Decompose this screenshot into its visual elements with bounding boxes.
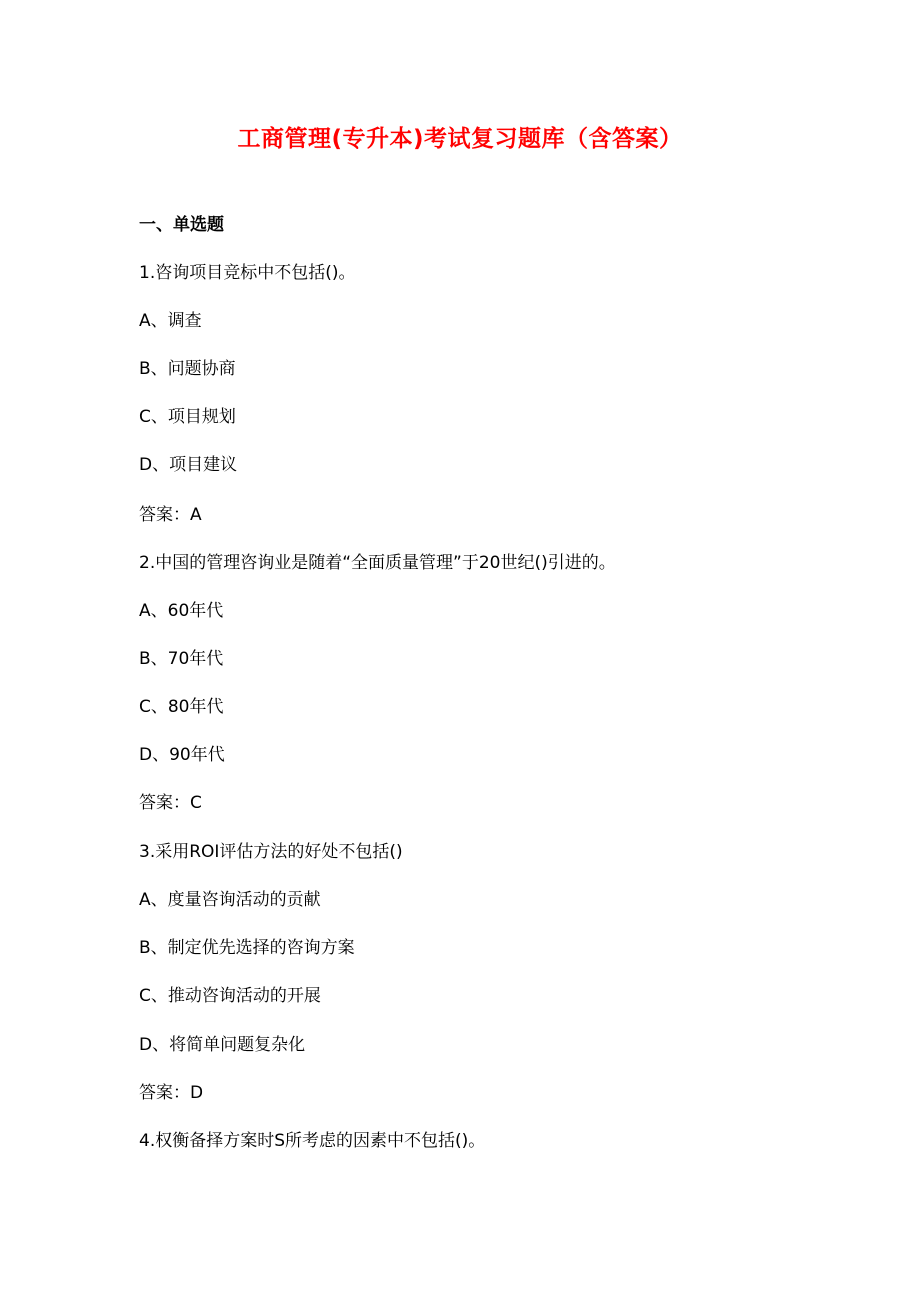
section-heading: 一、单选题 [139, 215, 224, 235]
question-3-stem: 3.采用ROI评估方法的好处不包括() [139, 842, 403, 862]
question-4-stem: 4.权衡备择方案时S所考虑的因素中不包括()。 [139, 1131, 486, 1151]
question-2-option-a: A、60年代 [139, 601, 224, 621]
question-3-option-a: A、度量咨询活动的贡献 [139, 890, 321, 910]
question-1-option-c: C、项目规划 [139, 407, 236, 427]
question-1-option-a: A、调查 [139, 311, 202, 331]
question-1-answer: 答案：A [139, 505, 202, 525]
document-title: 工商管理(专升本)考试复习题库（含答案） [237, 126, 683, 152]
question-2-option-c: C、80年代 [139, 697, 224, 717]
question-1-option-b: B、问题协商 [139, 359, 236, 379]
question-2-option-d: D、90年代 [139, 745, 225, 765]
question-3-option-c: C、推动咨询活动的开展 [139, 986, 321, 1006]
question-2-stem: 2.中国的管理咨询业是随着“全面质量管理”于20世纪()引进的。 [139, 553, 616, 573]
question-1-stem: 1.咨询项目竞标中不包括()。 [139, 263, 356, 283]
question-3-option-d: D、将简单问题复杂化 [139, 1035, 306, 1055]
question-3-option-b: B、制定优先选择的咨询方案 [139, 938, 355, 958]
question-2-answer: 答案：C [139, 793, 202, 813]
question-1-option-d: D、项目建议 [139, 455, 238, 475]
question-2-option-b: B、70年代 [139, 649, 224, 669]
question-3-answer: 答案：D [139, 1083, 204, 1103]
